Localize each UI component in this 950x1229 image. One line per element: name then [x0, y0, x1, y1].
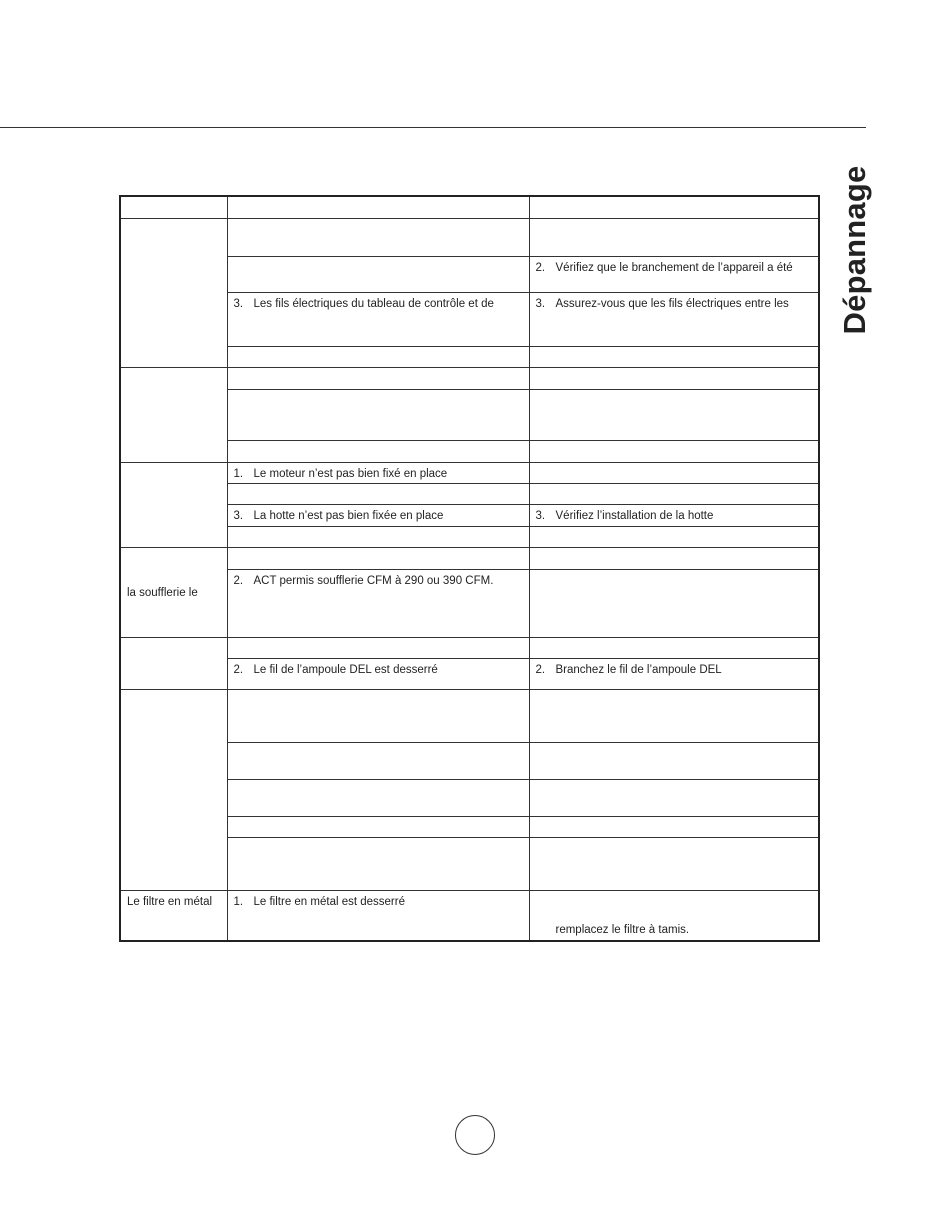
- cause-cell: [227, 569, 529, 637]
- cause-number: 3.: [233, 297, 244, 310]
- table-row: [120, 890, 819, 941]
- table-row: [120, 218, 819, 256]
- cause-cell: [227, 658, 529, 689]
- cause-number: 1.: [233, 467, 244, 480]
- table-row: [120, 547, 819, 569]
- problem-cell: [120, 637, 227, 689]
- solution-cell: [529, 637, 819, 658]
- cause-cell: [227, 346, 529, 367]
- cause-cell: [227, 526, 529, 547]
- solution-number: 2.: [535, 663, 546, 676]
- cause-text: Le fil de l’ampoule DEL est desserré: [253, 663, 438, 676]
- solution-cell: [529, 504, 819, 526]
- cause-number: 3.: [233, 509, 244, 522]
- cause-cell: [227, 483, 529, 504]
- solution-cell: [529, 526, 819, 547]
- solution-cell: [529, 389, 819, 440]
- solution-number: 3.: [535, 297, 546, 310]
- cause-cell: [227, 462, 529, 483]
- table-row: [120, 462, 819, 483]
- cause-cell: [227, 547, 529, 569]
- solution-cell: [529, 890, 819, 941]
- solution-text: Assurez-vous que les fils électriques entre les: [555, 297, 789, 310]
- problem-cell: la soufflerie le: [120, 547, 227, 637]
- top-rule: [0, 127, 866, 128]
- cause-text: Le filtre en métal est desserré: [253, 895, 405, 908]
- solution-cell: [529, 462, 819, 483]
- solution-text: Vérifiez l’installation de la hotte: [555, 509, 714, 522]
- solution-number: 2.: [535, 261, 546, 274]
- cause-cell: [227, 637, 529, 658]
- header-problem: [120, 196, 227, 218]
- cause-cell: [227, 367, 529, 389]
- solution-text-continued: remplacez le filtre à tamis.: [555, 923, 690, 936]
- cause-cell: [227, 816, 529, 837]
- cause-text: Le moteur n’est pas bien fixé en place: [253, 467, 448, 480]
- troubleshooting-table: [119, 195, 820, 942]
- solution-cell: [529, 658, 819, 689]
- cause-number: 1.: [233, 895, 244, 908]
- solution-cell: [529, 292, 819, 346]
- problem-cell: [120, 462, 227, 547]
- table-row: [120, 689, 819, 742]
- solution-cell: [529, 569, 819, 637]
- table-row: [120, 637, 819, 658]
- solution-text: Vérifiez que le branchement de l’appareil a été: [555, 261, 793, 274]
- solution-cell: [529, 346, 819, 367]
- cause-cell: [227, 779, 529, 816]
- header-solution: [529, 196, 819, 218]
- solution-cell: [529, 367, 819, 389]
- cause-cell: [227, 689, 529, 742]
- table-row: [120, 367, 819, 389]
- solution-cell: [529, 837, 819, 890]
- solution-cell: [529, 779, 819, 816]
- solution-number: 3.: [535, 509, 546, 522]
- solution-cell: [529, 218, 819, 256]
- cause-cell: [227, 256, 529, 292]
- cause-cell: [227, 837, 529, 890]
- cause-cell: [227, 742, 529, 779]
- solution-cell: [529, 742, 819, 779]
- problem-cell: [120, 689, 227, 890]
- cause-number: 2.: [233, 574, 244, 587]
- cause-number: 2.: [233, 663, 244, 676]
- solution-cell: [529, 547, 819, 569]
- problem-cell: Le filtre en métal: [120, 890, 227, 941]
- header-cause: [227, 196, 529, 218]
- cause-text: ACT permis soufflerie CFM à 290 ou 390 CFM.: [253, 574, 494, 587]
- cause-cell: [227, 218, 529, 256]
- solution-cell: [529, 483, 819, 504]
- solution-cell: [529, 440, 819, 462]
- cause-cell: [227, 504, 529, 526]
- cause-cell: [227, 292, 529, 346]
- problem-cell: [120, 367, 227, 462]
- cause-cell: [227, 389, 529, 440]
- page-number-circle: [455, 1115, 495, 1155]
- cause-text: Les fils électriques du tableau de contrôle et de: [253, 297, 494, 310]
- solution-cell: [529, 689, 819, 742]
- solution-cell: [529, 816, 819, 837]
- cause-cell: [227, 440, 529, 462]
- solution-cell: [529, 256, 819, 292]
- cause-text: La hotte n’est pas bien fixée en place: [253, 509, 444, 522]
- section-title: Dépannage: [837, 165, 872, 335]
- solution-text: Branchez le fil de l’ampoule DEL: [555, 663, 722, 676]
- table-header-row: [120, 196, 819, 218]
- cause-cell: [227, 890, 529, 941]
- problem-cell: [120, 218, 227, 367]
